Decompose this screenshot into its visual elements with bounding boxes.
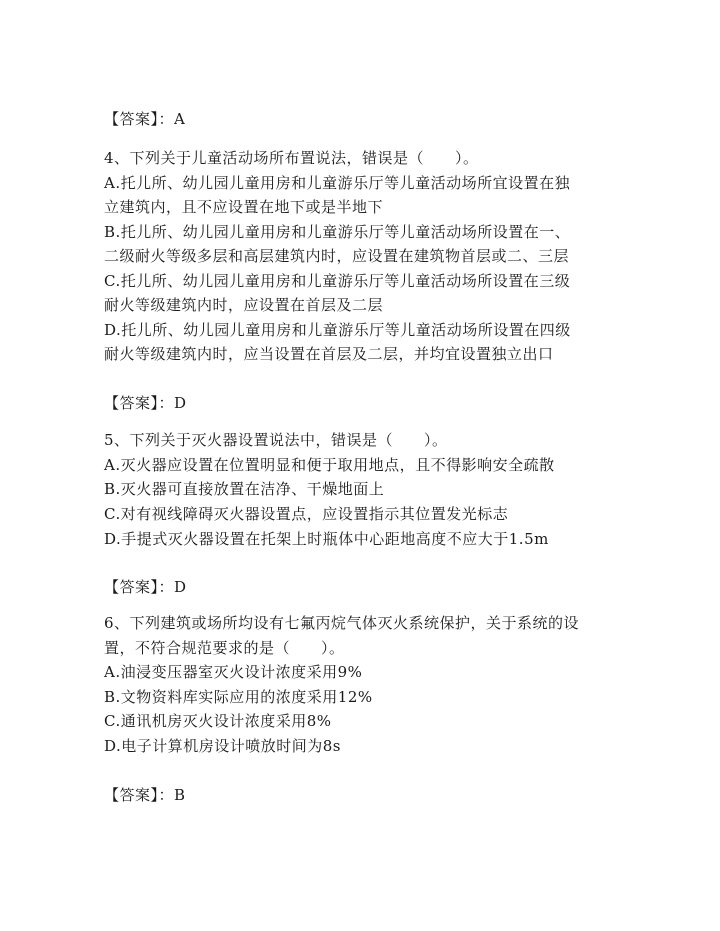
question-4-option-d-line2: 耐火等级建筑内时，应当设置在首层及二层，并均宜设置独立出口: [104, 345, 554, 363]
question-4-option-a-line1: A.托儿所、幼儿园儿童用房和儿童游乐厅等儿童活动场所宜设置在独: [104, 174, 571, 192]
question-6-option-b: B.文物资料库实际应用的浓度采用12%: [104, 688, 373, 706]
question-6-option-c: C.通讯机房灭火设计浓度采用8%: [104, 712, 332, 730]
question-6-option-a: A.油浸变压器室灭火设计浓度采用9%: [104, 663, 363, 681]
question-4-option-b-line2: 二级耐火等级多层和高层建筑内时，应设置在建筑物首层或二、三层: [104, 247, 570, 265]
question-4-option-c-line2: 耐火等级建筑内时，应设置在首层及二层: [104, 296, 384, 314]
question-4-stem: 4、下列关于儿童活动场所布置说法，错误是（ ）。: [104, 149, 479, 167]
question-5-option-c: C.对有视线障碍灭火器设置点，应设置指示其位置发光标志: [104, 505, 509, 523]
question-5-option-a: A.灭火器应设置在位置明显和便于取用地点，且不得影响安全疏散: [104, 456, 555, 474]
question-4-option-d-line1: D.托儿所、幼儿园儿童用房和儿童游乐厅等儿童活动场所设置在四级: [104, 321, 571, 339]
question-6-option-d: D.电子计算机房设计喷放时间为8s: [104, 737, 342, 755]
question-4-option-c-line1: C.托儿所、幼儿园儿童用房和儿童游乐厅等儿童活动场所设置在三级: [104, 272, 571, 290]
answer-4: 【答案】：D: [104, 394, 187, 412]
question-6-stem-line1: 6、下列建筑或场所均设有七氟丙烷气体灭火系统保护，关于系统的设: [104, 614, 580, 632]
question-5-option-d: D.手提式灭火器设置在托架上时瓶体中心距地高度不应大于1.5m: [104, 530, 549, 548]
question-4-option-b-line1: B.托儿所、幼儿园儿童用房和儿童游乐厅等儿童活动场所设置在一、: [104, 223, 571, 241]
question-5-stem: 5、下列关于灭火器设置说法中，错误是（ ）。: [104, 431, 448, 449]
answer-6: 【答案】：B: [104, 786, 186, 804]
question-6-stem-line2: 置，不符合规范要求的是（ ）。: [104, 639, 345, 657]
question-5-option-b: B.灭火器可直接放置在洁净、干燥地面上: [104, 480, 385, 498]
answer-5: 【答案】：D: [104, 578, 187, 596]
question-4-option-a-line2: 立建筑内，且不应设置在地下或是半地下: [104, 198, 384, 216]
answer-3: 【答案】：A: [104, 110, 186, 128]
